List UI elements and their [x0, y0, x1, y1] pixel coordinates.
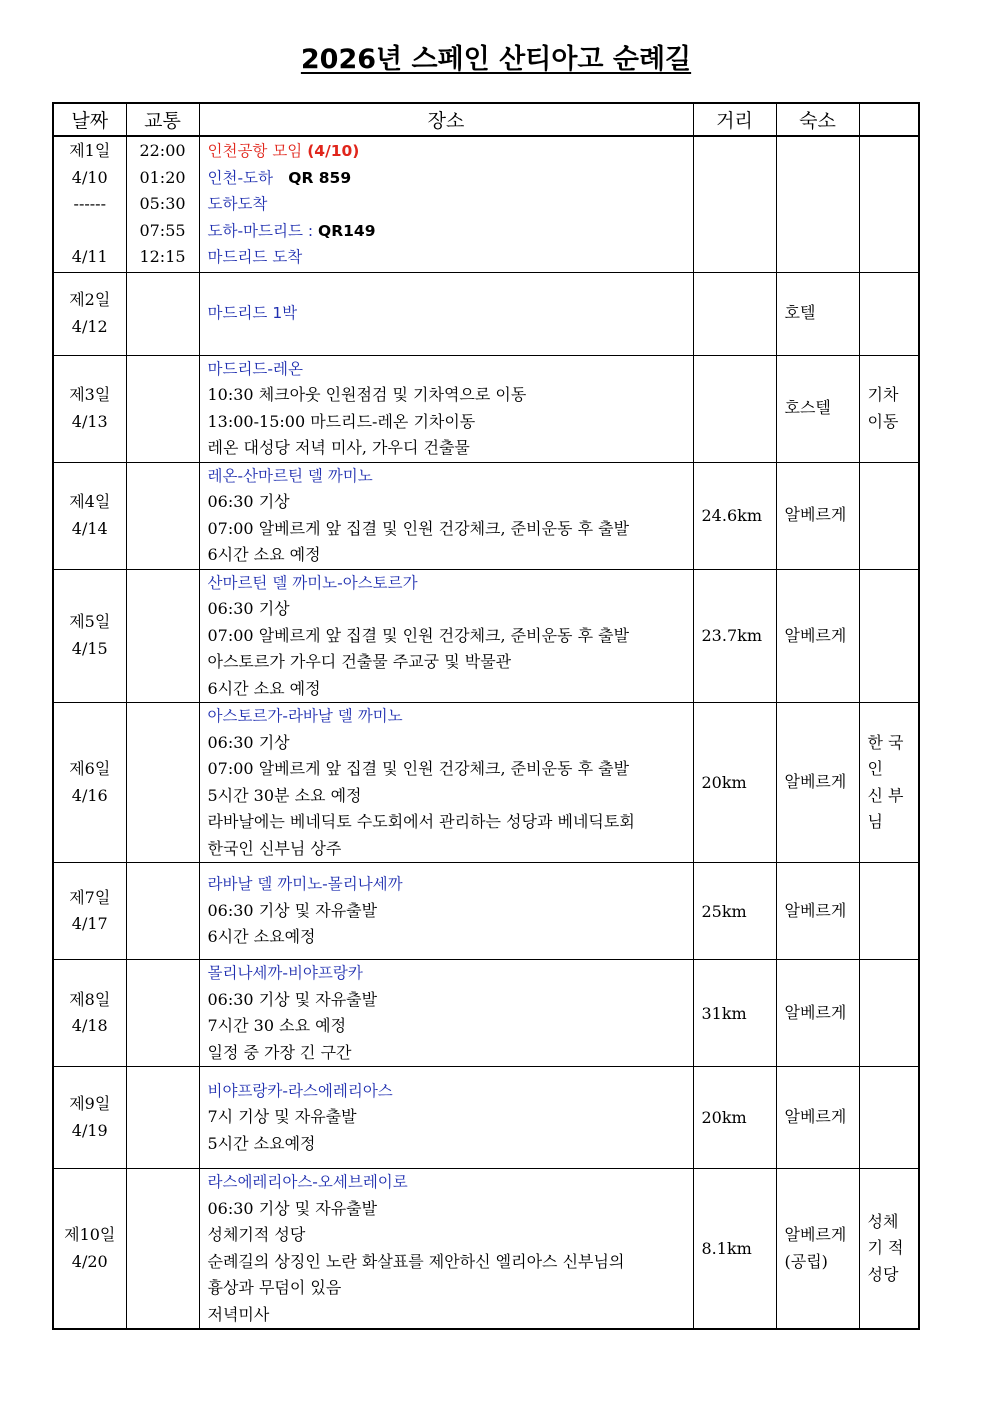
transport-cell: [126, 1067, 199, 1169]
lodging-cell: 호텔: [776, 272, 859, 355]
table-row: [53, 355, 919, 462]
header-transport: 교통: [126, 103, 199, 136]
place-cell: [199, 1067, 693, 1169]
place-line: 06:30 기상 및 자유출발: [207, 900, 378, 920]
place-line: 5시간 소요예정: [207, 1133, 316, 1153]
place-line: 6시간 소요 예정: [207, 545, 321, 564]
distance-cell: 8.1km: [693, 1169, 776, 1330]
day-cell: [53, 136, 126, 272]
table-row: [53, 462, 919, 569]
table-row: [53, 272, 919, 355]
day-label: 제6일: [69, 759, 111, 778]
note-line: 기 적: [867, 1238, 904, 1258]
transport-cell: [126, 355, 199, 462]
date-label: 4/18: [71, 1016, 108, 1035]
place-cell: [199, 355, 693, 462]
header-note: [859, 103, 919, 136]
place-line: 07:00 알베르게 앞 집결 및 인원 건강체크, 준비운동 후 출발: [207, 759, 630, 778]
note-line: 기차: [867, 385, 899, 404]
lodging-cell: 알베르게: [776, 960, 859, 1067]
transport-cell: [126, 569, 199, 703]
date-label: 4/20: [71, 1251, 108, 1271]
note-line: 이동: [867, 411, 899, 431]
note-line: 성당: [867, 1264, 899, 1284]
day-cell: [53, 272, 126, 355]
day-cell: [53, 960, 126, 1067]
place-cell: [199, 863, 693, 960]
table-row: [53, 1067, 919, 1169]
time-label: 05:30: [139, 194, 186, 213]
distance-cell: [693, 355, 776, 462]
date-label: 4/14: [71, 518, 108, 538]
lodging-line: (공립): [784, 1251, 828, 1271]
header-distance: 거리: [693, 103, 776, 136]
place-line: 5시간 30분 소요 예정: [207, 785, 362, 805]
place-cell: [199, 462, 693, 569]
note-cell: [859, 1067, 919, 1169]
distance-cell: 31km: [693, 960, 776, 1067]
place-line: 06:30 기상 및 자유출발: [207, 989, 378, 1009]
title-text: 2026년 스페인 산티아고 순례길: [300, 44, 692, 75]
distance-cell: [693, 136, 776, 272]
page-title: [0, 42, 992, 78]
day-label: 제4일: [69, 492, 111, 511]
day-label: 제3일: [69, 385, 111, 404]
place-line: 07:00 알베르게 앞 집결 및 인원 건강체크, 준비운동 후 출발: [207, 518, 630, 538]
day-cell: [53, 569, 126, 703]
place-line: 일정 중 가장 긴 구간: [207, 1042, 352, 1062]
day-label: 제7일: [69, 887, 111, 907]
note-cell: [859, 569, 919, 703]
distance-cell: 24.6km: [693, 462, 776, 569]
lodging-cell: [776, 1169, 859, 1330]
place-line: 산마르틴 델 까미노-아스토르가: [207, 573, 418, 592]
note-line: 한 국: [867, 732, 904, 752]
transport-cell: [126, 136, 199, 272]
place-line: 한국인 신부님 상주: [207, 838, 342, 858]
day-cell: [53, 703, 126, 863]
distance-cell: 20km: [693, 703, 776, 863]
place-line: 10:30 체크아웃 인원점검 및 기차역으로 이동: [207, 385, 527, 404]
place-line: 아스토르가 가우디 건출물 주교궁 및 박물관: [207, 652, 512, 671]
date-separator: ------: [73, 194, 106, 213]
day-cell: [53, 462, 126, 569]
place-line: 07:00 알베르게 앞 집결 및 인원 건강체크, 준비운동 후 출발: [207, 625, 630, 645]
table-row: [53, 1169, 919, 1330]
place-line: 06:30 기상: [207, 492, 290, 511]
place-line: 성체기적 성당: [207, 1225, 306, 1244]
note-line: 인: [867, 759, 883, 778]
place-line: 순례길의 상징인 노란 화살표를 제안하신 엘리아스 신부님의: [207, 1251, 625, 1271]
place-line: 마드리드-레온: [207, 359, 303, 378]
place-line: 13:00-15:00 마드리드-레온 기차이동: [207, 411, 476, 431]
header-place: 장소: [199, 103, 693, 136]
lodging-cell: 알베르게: [776, 863, 859, 960]
time-label: 22:00: [139, 141, 186, 160]
note-line: 님: [867, 812, 883, 831]
place-line: 6시간 소요예정: [207, 927, 316, 947]
lodging-cell: 알베르게: [776, 1067, 859, 1169]
date-label: 4/13: [71, 411, 108, 431]
place-cell: [199, 272, 693, 355]
lodging-cell: 알베르게: [776, 703, 859, 863]
table-row: [53, 960, 919, 1067]
place-line: 7시 기상 및 자유출발: [207, 1107, 357, 1127]
place-line: 레온-산마르틴 델 까미노: [207, 466, 373, 485]
date-label: 4/17: [71, 914, 108, 933]
note-cell: [859, 462, 919, 569]
lodging-cell: 알베르게: [776, 569, 859, 703]
date-label: 4/11: [71, 247, 108, 266]
place-line: 몰리나세까-비야프랑카: [207, 964, 363, 982]
place-line: 라스에레리아스-오세브레이로: [207, 1173, 408, 1191]
transport-cell: [126, 462, 199, 569]
day-cell: [53, 1169, 126, 1330]
place-cell: [199, 703, 693, 863]
lodging-cell: 알베르게: [776, 462, 859, 569]
day-cell: [53, 355, 126, 462]
transport-cell: [126, 703, 199, 863]
place-line: 06:30 기상: [207, 732, 290, 752]
place-line: 7시간 30 소요 예정: [207, 1016, 347, 1035]
day-cell: [53, 1067, 126, 1169]
transport-cell: [126, 1169, 199, 1330]
time-label: 07:55: [139, 220, 186, 240]
note-cell: [859, 1169, 919, 1330]
distance-cell: 20km: [693, 1067, 776, 1169]
place-line: 인천-도하 QR 859: [207, 168, 352, 187]
itinerary-table: [52, 102, 920, 1330]
date-label: 4/12: [71, 316, 108, 336]
note-cell: [859, 960, 919, 1067]
place-cell: [199, 1169, 693, 1330]
place-cell: [199, 569, 693, 703]
header-lodging: 숙소: [776, 103, 859, 136]
day-label: 제8일: [69, 989, 111, 1009]
header-day: 날짜: [53, 103, 126, 136]
place-line: 라바날에는 베네딕토 수도회에서 관리하는 성당과 베네딕토회: [207, 812, 635, 831]
day-label: 제10일: [64, 1225, 116, 1244]
date-label: 4/19: [71, 1120, 108, 1140]
note-line: 성체: [867, 1211, 899, 1231]
date-label: 4/10: [71, 167, 108, 187]
table-row: [53, 569, 919, 703]
lodging-line: 알베르게: [784, 1225, 847, 1244]
time-label: 12:15: [139, 247, 186, 266]
day-label: 제9일: [69, 1094, 111, 1113]
table-row: [53, 703, 919, 863]
place-line: 06:30 기상: [207, 599, 290, 618]
distance-cell: 25km: [693, 863, 776, 960]
day-label: 제2일: [69, 290, 111, 309]
note-cell: [859, 863, 919, 960]
date-blank: [54, 218, 126, 245]
time-label: 01:20: [139, 167, 186, 187]
note-cell: [859, 703, 919, 863]
lodging-cell: [776, 136, 859, 272]
place-line: 라바날 델 까미노-몰리나세까: [207, 875, 403, 894]
date-label: 4/15: [71, 638, 108, 658]
place-line: 마드리드 도착: [207, 248, 303, 266]
place-line: 흉상과 무덤이 있음: [207, 1278, 342, 1297]
place-line: 저녁미사: [207, 1304, 270, 1324]
note-line: 신 부: [867, 785, 904, 805]
place-line: 마드리드 1박: [207, 304, 298, 323]
place-line: 06:30 기상 및 자유출발: [207, 1198, 378, 1218]
transport-cell: [126, 863, 199, 960]
table-row: [53, 136, 919, 272]
note-cell: [859, 272, 919, 355]
table-row: [53, 863, 919, 960]
lodging-cell: 호스텔: [776, 355, 859, 462]
day-cell: [53, 863, 126, 960]
place-line: 인천공항 모임 (4/10): [207, 142, 360, 160]
place-line: 레온 대성당 저녁 미사, 가우디 건출물: [207, 438, 470, 457]
day-label: 제5일: [69, 612, 111, 632]
place-line: 도하도착: [207, 195, 268, 213]
transport-cell: [126, 960, 199, 1067]
day-label: 제1일: [69, 141, 111, 160]
header-row: [53, 103, 919, 136]
transport-cell: [126, 272, 199, 355]
distance-cell: 23.7km: [693, 569, 776, 703]
note-cell: [859, 136, 919, 272]
note-cell: [859, 355, 919, 462]
place-line: 아스토르가-라바날 델 까미노: [207, 707, 403, 725]
place-line: 비야프랑카-라스에레리아스: [207, 1081, 393, 1100]
place-cell: [199, 960, 693, 1067]
date-label: 4/16: [71, 785, 108, 805]
place-cell: [199, 136, 693, 272]
place-line: 6시간 소요 예정: [207, 678, 321, 698]
place-line: 도하-마드리드 : QR149: [207, 221, 376, 240]
distance-cell: [693, 272, 776, 355]
